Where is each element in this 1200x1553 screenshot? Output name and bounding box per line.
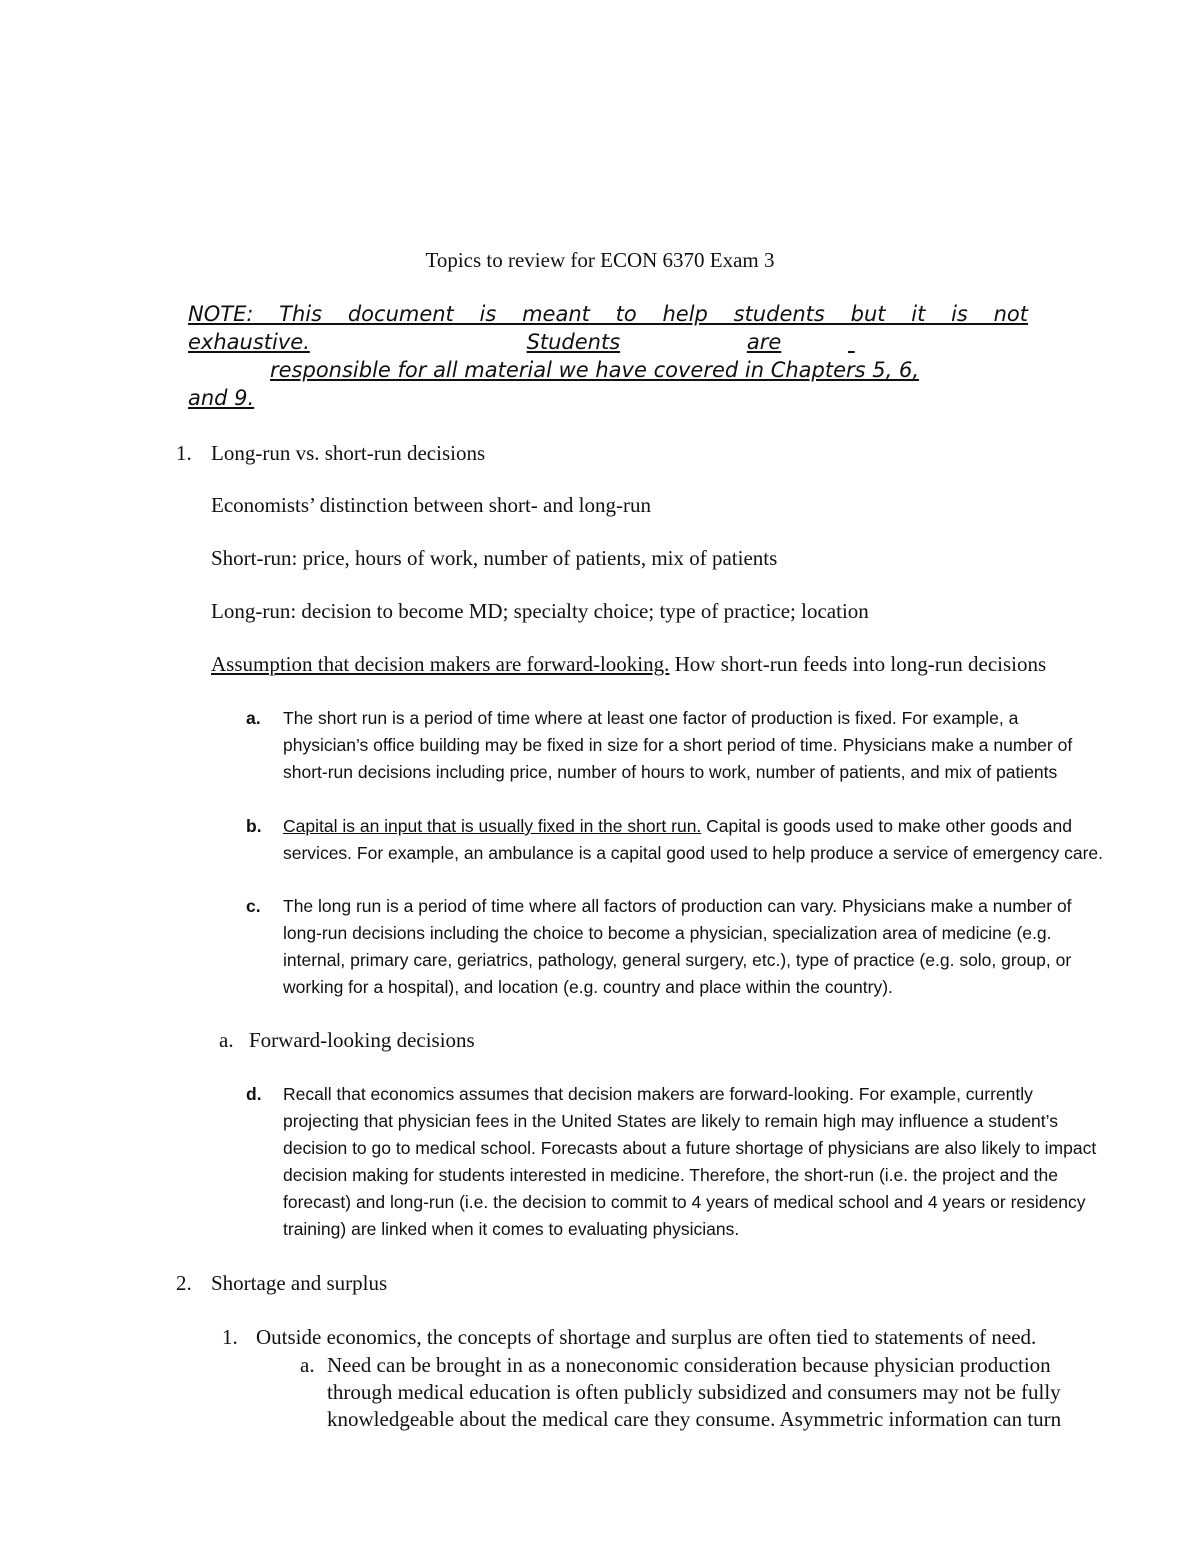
- section-2-sub-a-marker: a.: [300, 1353, 315, 1377]
- section-1-line-short-run: Short-run: price, hours of work, number of patients, mix of patients: [211, 546, 778, 570]
- page-title: Topics to review for ECON 6370 Exam 3: [425, 248, 775, 272]
- note-word-are: are: [746, 330, 782, 354]
- note-line-3: responsible for all material we have covered in Chapters 5, 6,: [270, 358, 920, 382]
- item-d-line-5: forecast) and long-run (i.e. the decision to commit to 4 years of medical school and 4 years or residency: [283, 1192, 1086, 1212]
- section-2-sub-1-marker: 1.: [222, 1325, 238, 1349]
- item-a-marker: a.: [246, 708, 261, 728]
- assumption-rest: How short-run feeds into long-run decisions: [669, 652, 1047, 676]
- section-1-number: 1.: [176, 441, 192, 465]
- item-d-line-3: decision to go to medical school. Forecasts about a future shortage of physicians are also likely to impact: [283, 1138, 1097, 1158]
- section-1-line-assumption: [211, 652, 1046, 677]
- item-a-line-2: physician’s office building may be fixed in size for a short period of time. Physicians make a number of: [283, 735, 1073, 755]
- item-b-line-2: services. For example, an ambulance is a capital good used to help produce a service of emergency care.: [283, 843, 1104, 863]
- item-b-line-1: [283, 813, 1072, 840]
- item-d-line-4: decision making for students interested in medicine. Therefore, the short-run (i.e. the project and the: [283, 1165, 1058, 1185]
- item-d-line-6: training) are linked when it comes to evaluating physicians.: [283, 1219, 740, 1239]
- item-b-marker: b.: [246, 816, 262, 836]
- section-2-sub-a-line-2: through medical education is often publicly subsidized and consumers may not be fully: [327, 1380, 1061, 1404]
- item-c-line-1: The long run is a period of time where all factors of production can vary. Physicians make a number of: [283, 896, 1072, 916]
- section-2-heading: Shortage and surplus: [211, 1271, 388, 1295]
- item-c-marker: c.: [246, 896, 261, 916]
- note-word-students: Students: [526, 330, 621, 354]
- item-c-line-4: working for a hospital), and location (e.g. country and place within the country).: [283, 977, 893, 997]
- item-c-line-2: long-run decisions including the choice to become a physician, specialization area of medicine (e.g.: [283, 923, 1052, 943]
- note-line-4: and 9.: [188, 386, 255, 410]
- assumption-underlined: Assumption that decision makers are forward-looking.: [211, 652, 670, 676]
- note-line-2-tail: [848, 330, 1028, 354]
- note-line-2: [188, 330, 1028, 354]
- item-d-line-1: Recall that economics assumes that decision makers are forward-looking. For example, currently: [283, 1084, 1033, 1104]
- item-a-line-1: The short run is a period of time where at least one factor of production is fixed. For example, a: [283, 708, 1019, 728]
- section-2-sub-1-text: Outside economics, the concepts of shortage and surplus are often tied to statements of need.: [256, 1325, 1037, 1349]
- section-2-sub-a-line-3: knowledgeable about the medical care they consume. Asymmetric information can turn: [327, 1407, 1062, 1431]
- note-line-1: NOTE: This document is meant to help students but it is not: [188, 302, 1028, 326]
- item-d-marker: d.: [246, 1084, 262, 1104]
- sub-heading-marker: a.: [219, 1028, 234, 1052]
- sub-heading-forward-looking: Forward-looking decisions: [249, 1028, 475, 1052]
- section-2-sub-a-line-1: Need can be brought in as a noneconomic consideration because physician production: [327, 1353, 1051, 1377]
- section-1-heading: Long-run vs. short-run decisions: [211, 441, 486, 465]
- item-d-line-2: projecting that physician fees in the United States are likely to remain high may influence a student’s: [283, 1111, 1058, 1131]
- item-b-first-rest: Capital is goods used to make other goods and: [701, 816, 1072, 836]
- section-1-line-long-run: Long-run: decision to become MD; specialty choice; type of practice; location: [211, 599, 869, 623]
- item-a-line-3: short-run decisions including price, number of hours to work, number of patients, and mix of patients: [283, 762, 1058, 782]
- note-word-exhaustive: exhaustive.: [188, 330, 310, 354]
- section-1-line-distinction: Economists’ distinction between short- and long-run: [211, 493, 651, 517]
- item-b-underlined: Capital is an input that is usually fixed in the short run.: [283, 816, 702, 836]
- item-c-line-3: internal, primary care, geriatrics, pathology, general surgery, etc.), type of practice (e.g. solo, group, or: [283, 950, 1072, 970]
- section-2-number: 2.: [176, 1271, 192, 1295]
